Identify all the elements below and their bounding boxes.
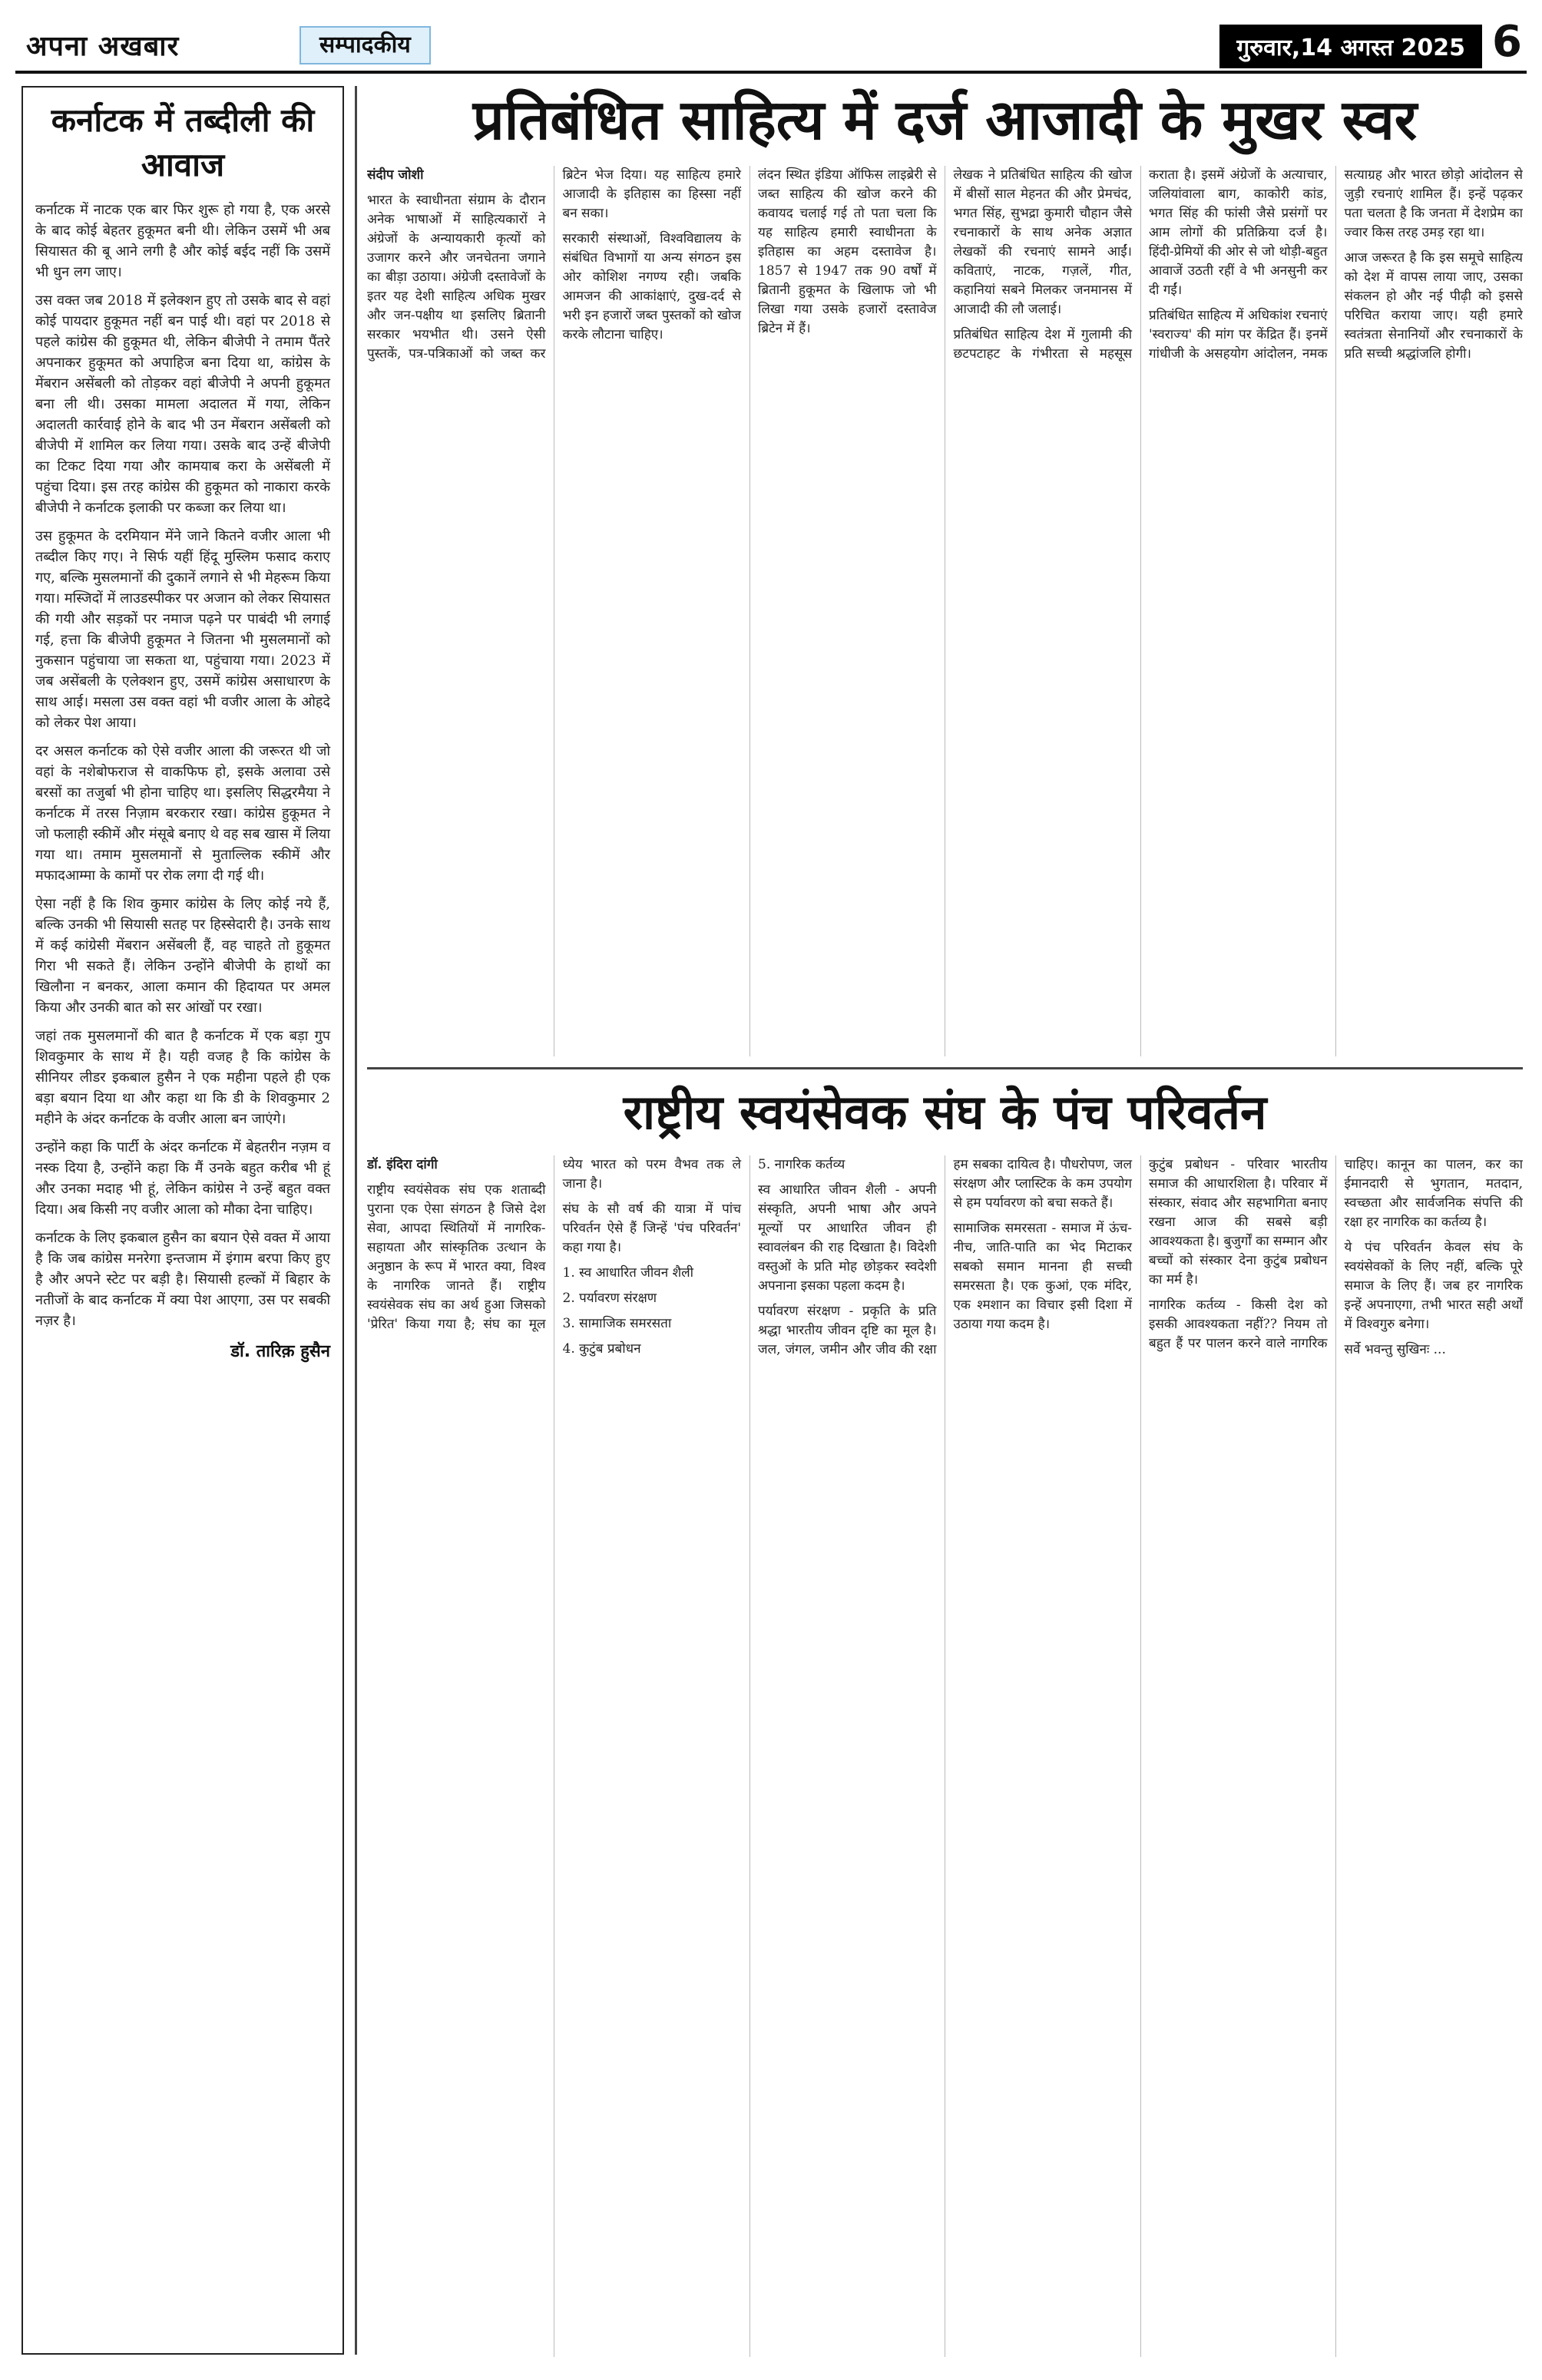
article2-list-item: 1. स्व आधारित जीवन शैली xyxy=(562,1265,694,1281)
left-paragraph: कर्नाटक में नाटक एक बार फिर शुरू हो गया है, एक अरसे के बाद कोई बेहतर हुकूमत बनी थी। लेकिन उसमें भी अब सियासत की बू आने लगी है और कोई बईद नहीं कि उसमें भी धुन लग जाए। xyxy=(35,202,330,280)
article2-author: डॉ. इंदिरा दांगी xyxy=(367,1157,438,1172)
article2-list-item: 3. सामाजिक समरसता xyxy=(562,1316,672,1331)
section-tag: सम्पादकीय xyxy=(299,26,431,64)
article2-headline: राष्ट्रीय स्वयंसेवक संघ के पंच परिवर्तन xyxy=(623,1084,1267,1140)
left-article-body xyxy=(35,200,330,1331)
article1-paragraph: लंदन स्थित इंडिया ऑफिस लाइब्रेरी से जब्त साहित्य की खोज करने की कवायद चलाई गई तो पता चला कि यह साहित्य हमारी स्वाधीनता के इतिहास का अहम दस्तावेज है। 1857 से 1947 तक 90 वर्षों में ब्रितानी हुकूमत के खिलाफ जो भी लिखा गया उसके हजारों दस्तावेज ब्रिटेन में हैं। xyxy=(758,167,937,336)
article1-headline: प्रतिबंधित साहित्य में दर्ज आजादी के मुखर स्वर xyxy=(472,87,1418,152)
article2-paragraph: पर्यावरण संरक्षण - प्रकृति के प्रति श्रद्धा भारतीय जीवन दृष्टि का मूल है। जल, जंगल, जमीन और जीव की रक्षा हम सबका दायित्व है। पौधरोपण, जल संरक्षण और प्लास्टिक के कम उपयोग से हम पर्यावरण को बचा सकते हैं। xyxy=(758,1157,1132,1357)
article1-body xyxy=(367,166,1523,1056)
left-paragraph: उन्होंने कहा कि पार्टी के अंदर कर्नाटक में बेहतरीन नज़म व नस्क दिया है, उन्होंने कहा कि मैं उनके बहुत करीब भी हूं और उनका मदाह भी हूं, लेकिन कांग्रेस ने उन्हें बहुत वक्त दिया। अब किसी नए वजीर आला को मौका देना चाहिए। xyxy=(35,1139,330,1218)
left-paragraph: दर असल कर्नाटक को ऐसे वजीर आला की जरूरत थी जो वहां के नशेबोफराज से वाकफिफ हो, इसके अलावा उसे बरसों का तजुर्बा भी होना चाहिए था। इसलिए सिद्धरमैया ने कर्नाटक में तरस निज़ाम बरकरार रखा। कांग्रेस हुकूमत ने जो फलाही स्कीमें और मंसूबे बनाए थे वह सब खास में लिया गया था। तमाम मुसलमानों से मुताल्लिक स्कीमें और मफादआम्मा के कामों पर रोक लगा दी गई थी। xyxy=(35,743,330,884)
article1-paragraph: प्रतिबंधित साहित्य देश में गुलामी की छटपटाहट के गंभीरता से महसूस कराता है। इसमें अंग्रेजों के अत्याचार, जलियांवाला बाग, काकोरी कांड, भगत सिंह की फांसी जैसे प्रसंगों पर आम लोगों की प्रतिक्रिया दर्ज है। हिंदी-प्रेमियों की ओर से जो थोड़ी-बहुत आवाजें उठती रहीं वे भी अनसुनी कर दी गईं। xyxy=(953,167,1328,362)
left-paragraph: उस वक्त जब 2018 में इलेक्शन हुए तो उसके बाद से वहां कोई पायदार हुकूमत नहीं बन पाई थी। वहां पर 2018 से पहले कांग्रेस की हुकूमत थी, लेकिन बीजेपी ने तमाम पैंतरे अपनाकर हुकूमत को अपाहिज बना दिया था, कांग्रेस के मेंबरान असेंबली को तोड़कर वहां बीजेपी ने अपनी हुकूमत बना ली थी। उसका मामला अदालत में गया, लेकिन अदालती कार्रवाई होने के बाद भी उन मेंबरान असेंबली को बीजेपी में शामिल कर लिया गया। उसके बाद उन्हें बीजेपी का टिकट दिया गया और कामयाब करा के असेंबली में पहुंचा दिया। इस तरह कांग्रेस की हुकूमत को नाकारा करके बीजेपी ने कर्नाटक इलाकी पर कब्जा कर लिया था। xyxy=(35,293,330,516)
article2-paragraph: राष्ट्रीय स्वयंसेवक संघ एक शताब्दी पुराना एक ऐसा संगठन है जिसे देश सेवा, आपदा स्थितियों में नागरिक-सहायता और सांस्कृतिक उत्थान के अनुष्ठान के रूप में भारत क्या, विश्व के नागरिक जानते हैं। राष्ट्रीय स्वयंसेवक संघ का अर्थ हुआ जिसको 'प्रेरित' किया गया है; संघ का मूल ध्येय भारत को परम वैभव तक ले जाना है। xyxy=(367,1157,741,1332)
article2-paragraph: नागरिक कर्तव्य - किसी देश को इसकी आवश्यकता नहीं?? नियम तो बहुत हैं पर पालन करने वाले नागरिक चाहिए। कानून का पालन, कर का ईमानदारी से भुगतान, मतदान, स्वच्छता और सार्वजनिक संपत्ति की रक्षा हर नागरिक का कर्तव्य है। xyxy=(1149,1157,1523,1351)
article2-list-item: 5. नागरिक कर्तव्य xyxy=(758,1157,845,1172)
article2-list-item: 2. पर्यावरण संरक्षण xyxy=(562,1291,657,1306)
left-paragraph: ऐसा नहीं है कि शिव कुमार कांग्रेस के लिए कोई नये हैं, बल्कि उनकी भी सियासी सतह पर हिस्सेदारी है। उनके साथ में कई कांग्रेसी मेंबरान असेंबली हैं, वह चाहते तो हुकूमत गिरा भी सकते हैं। लेकिन उन्होंने बीजेपी के हाथों का खिलौना न बनकर, आला कमान की हिदायत पर अमल किया और उनकी बात को सर आंखों पर रखा। xyxy=(35,896,330,1016)
article1-paragraph: सरकारी संस्थाओं, विश्वविद्यालय के संबंधित विभागों या अन्य संगठन इस ओर कोशिश नगण्य रही। जबकि आमजन की आकांक्षाएं, दुख-दर्द से भरी इन हजारों जब्त पुस्तकों को खोज करके लौटाना चाहिए। xyxy=(562,231,741,342)
article2-list-item: 4. कुटुंब प्रबोधन xyxy=(562,1341,641,1357)
article1-author: संदीप जोशी xyxy=(367,167,424,183)
article1-paragraph: लेखक ने प्रतिबंधित साहित्य की खोज में बीसों साल मेहनत की और प्रेमचंद, भगत सिंह, सुभद्रा कुमारी चौहान जैसे रचनाकारों के साथ अनेक अज्ञात लेखकों की रचनाएं सामने आईं। कविताएं, नाटक, गज़लें, गीत, कहानियां सबने मिलकर जनमानस में आजादी की लौ जलाई। xyxy=(953,167,1132,317)
left-article-title: कर्नाटक में तब्दीली की आवाज xyxy=(51,101,315,183)
article2-paragraph: सर्वे भवन्तु सुखिनः ... xyxy=(1344,1342,1446,1357)
article2-paragraph: ये पंच परिवर्तन केवल संघ के स्वयंसेवकों के लिए नहीं, बल्कि पूरे समाज के लिए हैं। जब हर नागरिक इन्हें अपनाएगा, तभी भारत सही अर्थों में विश्वगुरु बनेगा। xyxy=(1344,1240,1523,1332)
article2-paragraph: कुटुंब प्रबोधन - परिवार भारतीय समाज की आधारशिला है। परिवार में संस्कार, संवाद और सहभागिता बनाए रखना आज की सबसे बड़ी आवश्यकता है। बुजुर्गों का सम्मान और बच्चों को संस्कार देना कुटुंब प्रबोधन का मर्म है। xyxy=(1149,1157,1328,1288)
article2-paragraph: स्व आधारित जीवन शैली - अपनी संस्कृति, अपनी भाषा और अपने मूल्यों पर आधारित जीवन ही स्वावलंबन की राह दिखाता है। विदेशी वस्तुओं के प्रति मोह छोड़कर स्वदेशी अपनाना इसका पहला कदम है। xyxy=(758,1182,937,1294)
article2-body xyxy=(367,1155,1523,2357)
main-articles xyxy=(367,84,1523,2357)
left-paragraph: जहां तक मुसलमानों की बात है कर्नाटक में एक बड़ा गुप शिवकुमार के साथ में है। यही वजह है कि कांग्रेस के सीनियर लीडर इकबाल हुसैन ने एक महीना पहले ही एक बड़ा बयान दिया था और कहा था कि डी के शिवकुमार 2 महीने के अंदर कर्नाटक के वजीर आला बन जाएंगे। xyxy=(35,1028,330,1127)
article1-paragraph: भारत के स्वाधीनता संग्राम के दौरान अनेक भाषाओं में साहित्यकारों ने अंग्रेजों के अन्यायकारी कृत्यों को उजागर करने और जनचेतना जगाने का बीड़ा उठाया। अंग्रेजी दस्तावेजों के इतर यह देशी साहित्य अधिक मुखर और जन-पक्षीय था इसलिए ब्रितानी सरकार भयभीत थी। उसने ऐसी पुस्तकें, पत्र-पत्रिकाओं को जब्त कर ब्रिटेन भेज दिया। यह साहित्य हमारे आजादी के इतिहास का हिस्सा नहीं बन सका। xyxy=(367,167,741,362)
left-paragraph: कर्नाटक के लिए इकबाल हुसैन का बयान ऐसे वक्त में आया है कि जब कांग्रेस मनरेगा इन्तजाम में इंगाम बरपा किए हुए है और अपने स्टेट पर बड़ी है। सियासी हल्कों में बिहार के नतीजों के बाद कर्नाटक में क्या पेश आएगा, उस पर सबकी नज़र है। xyxy=(35,1230,330,1329)
article2-paragraph: संघ के सौ वर्ष की यात्रा में पांच परिवर्तन ऐसे हैं जिन्हें 'पंच परिवर्तन' कहा गया है। xyxy=(562,1202,741,1255)
article1-paragraph: प्रतिबंधित साहित्य में अधिकांश रचनाएं 'स्वराज्य' की मांग पर केंद्रित हैं। इनमें गांधीजी के असहयोग आंदोलन, नमक सत्याग्रह और भारत छोड़ो आंदोलन से जुड़ी रचनाएं शामिल हैं। इन्हें पढ़कर पता चलता है कि जनता में देशप्रेम का ज्वार किस तरह उमड़ रहा था। xyxy=(1149,167,1523,362)
article1-paragraph: आज जरूरत है कि इस समूचे साहित्य को देश में वापस लाया जाए, उसका संकलन हो और नई पीढ़ी को इससे परिचित कराया जाए। यही हमारे स्वतंत्रता सेनानियों और रचनाकारों के प्रति सच्ची श्रद्धांजलि होगी। xyxy=(1344,250,1523,362)
page-number: 6 xyxy=(1492,17,1522,67)
newspaper-brand: अपना अखबार xyxy=(26,30,180,62)
page-header xyxy=(15,17,1527,74)
column-divider xyxy=(355,86,357,2355)
issue-date: गुरुवार,14 अगस्त 2025 xyxy=(1219,25,1482,68)
article2-paragraph: सामाजिक समरसता - समाज में ऊंच-नीच, जाति-पाति का भेद मिटाकर सबको समान मानना ही सच्ची समरसता है। एक कुआं, एक मंदिर, एक श्मशान का विचार इसी दिशा में उठाया गया कदम है। xyxy=(953,1221,1132,1332)
left-article-byline: डॉ. तारिक़ हुसैन xyxy=(230,1342,330,1361)
left-paragraph: उस हुकूमत के दरमियान मेंने जाने कितने वजीर आला भी तब्दील किए गए। ने सिर्फ यहीं हिंदू मुस्लिम फसाद कराए गए, बल्कि मुसलमानों की दुकानें लगाने से भी मेहरूम किया गया। मस्जिदों में लाउडस्पीकर पर अजान को लेकर सियासत की गयी और सड़कों पर नमाज पढ़ने पर पाबंदी भी लगाई गई, हत्ता कि बीजेपी हुकूमत ने जितना भी मुसलमानों को नुकसान पहुंचाया जा सकता था, पहुंचाया गया। 2023 में जब असेंबली के एलेक्शन हुए, उसमें कांग्रेस असाधारण के साथ आई। मसला उस वक्त वहां भी वजीर आला के ओहदे को लेकर पेश आया। xyxy=(35,528,330,731)
article-separator xyxy=(367,1067,1523,1069)
left-column-article xyxy=(22,86,344,2355)
